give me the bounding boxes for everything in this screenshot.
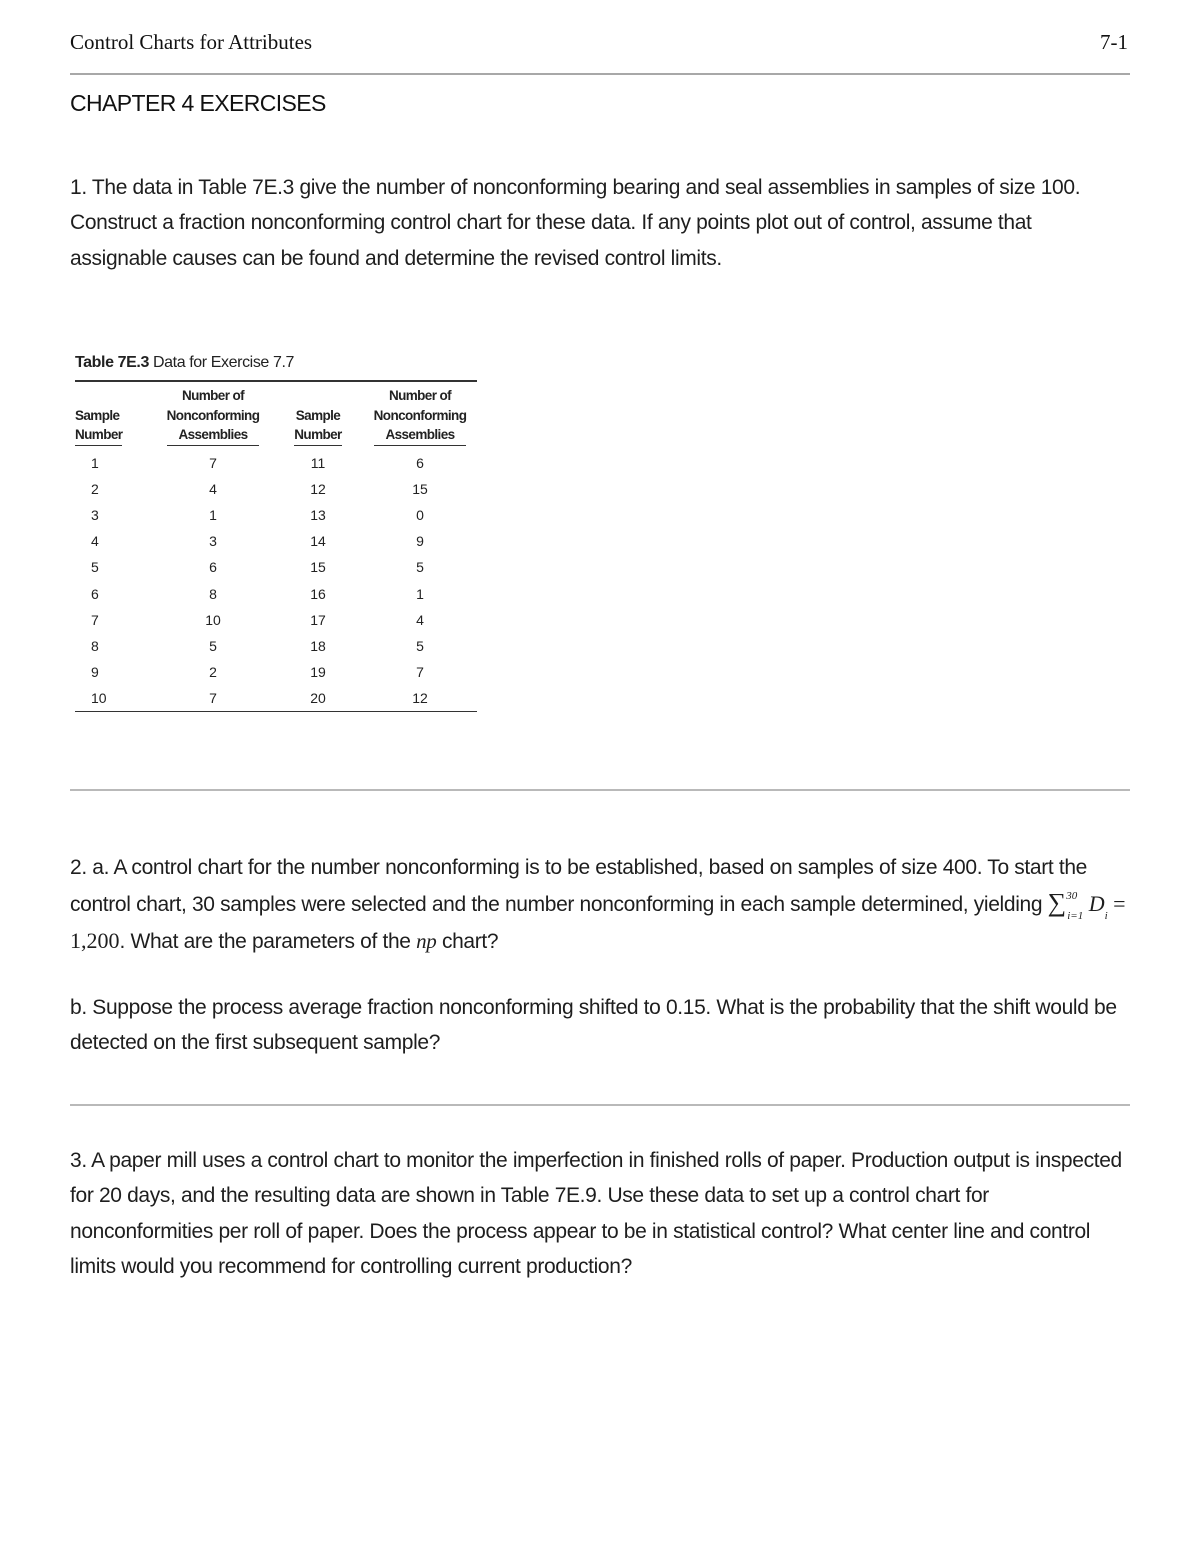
- cell-sample-number-2: 19: [310, 664, 326, 681]
- table-row: [75, 528, 477, 554]
- col-header-nonconforming: Number of Nonconforming Assemblies: [153, 381, 273, 448]
- running-header: [70, 30, 1130, 56]
- data-table: [75, 380, 477, 712]
- exercise-2b-text: b. Suppose the process average fraction nonconforming shifted to 0.15. What is the probability that the shift would be detected on the first subsequent sample?: [70, 996, 1117, 1055]
- table-row: [75, 554, 477, 580]
- exercise-2a-question: . What are the parameters of the: [119, 929, 411, 953]
- page-number: 7-1: [1100, 30, 1128, 54]
- cell-nonconforming: 1: [209, 506, 217, 523]
- cell-nonconforming: 5: [209, 637, 217, 654]
- cell-sample-number: 6: [91, 585, 99, 602]
- cell-nonconforming: 7: [209, 454, 217, 471]
- cell-nonconforming: 8: [209, 585, 217, 602]
- formula-equals: = 1,200: [70, 891, 1126, 953]
- table-row: [75, 685, 477, 712]
- cell-sample-number-2: 13: [310, 506, 326, 523]
- header-rule: [70, 73, 1130, 75]
- exercise-2a-lead: 2. a. A control chart for the number nonconforming is to be established, based on samples of size 400. To start the control chart, 30 samples were selected and the number nonconforming in each sample determined, yielding: [70, 856, 1087, 917]
- cell-nonconforming: 2: [209, 664, 217, 681]
- cell-sample-number: 3: [91, 506, 99, 523]
- cell-sample-number: 5: [91, 559, 99, 576]
- cell-nonconforming: 7: [209, 690, 217, 707]
- cell-sample-number: 4: [91, 533, 99, 550]
- cell-nonconforming-2: 5: [416, 559, 424, 576]
- table-caption-text: Data for Exercise 7.7: [153, 354, 295, 371]
- exercise-1-text: 1. The data in Table 7E.3 give the number of nonconforming bearing and seal assemblies in samples of size 100. Construct a fraction nonconforming control chart for these data. If any points plot out of control, assume that assignable causes can be found and determine the revised control limits.: [70, 176, 1081, 270]
- section-divider-2: [70, 1104, 1130, 1106]
- col-header-sample-number-2: Sample Number: [273, 381, 363, 448]
- cell-nonconforming-2: 1: [416, 585, 424, 602]
- sum-upper-limit: 30: [1066, 890, 1078, 903]
- cell-nonconforming-2: 6: [416, 454, 424, 471]
- table-caption: [75, 354, 294, 372]
- table-row: [75, 659, 477, 685]
- cell-sample-number-2: 17: [310, 611, 326, 628]
- table-header-row: [75, 381, 477, 448]
- sum-lower-limit: i=1: [1067, 910, 1084, 923]
- cell-sample-number-2: 11: [310, 454, 326, 471]
- cell-sample-number-2: 20: [310, 690, 326, 707]
- table-row: [75, 476, 477, 502]
- cell-nonconforming-2: 0: [416, 506, 424, 523]
- cell-nonconforming: 6: [209, 559, 217, 576]
- col-header-sample-number: Sample Number: [75, 381, 153, 448]
- cell-nonconforming: 10: [205, 611, 221, 628]
- formula-subscript: i: [1104, 910, 1108, 923]
- formula-variable: D: [1088, 891, 1105, 917]
- cell-sample-number: 8: [91, 637, 99, 654]
- cell-sample-number-2: 12: [310, 480, 326, 497]
- table-row: [75, 580, 477, 606]
- cell-nonconforming: 3: [209, 533, 217, 550]
- table-row: [75, 633, 477, 659]
- cell-nonconforming-2: 4: [416, 611, 424, 628]
- table-caption-label: Table 7E.3: [75, 354, 149, 371]
- cell-sample-number: 2: [91, 480, 99, 497]
- section-divider-1: [70, 789, 1130, 791]
- cell-nonconforming-2: 15: [412, 480, 428, 497]
- cell-nonconforming-2: 7: [416, 664, 424, 681]
- cell-sample-number-2: 18: [310, 637, 326, 654]
- header-title: Control Charts for Attributes: [70, 30, 313, 54]
- cell-sample-number-2: 16: [310, 585, 326, 602]
- exercise-2a-end: chart?: [441, 929, 499, 953]
- cell-nonconforming-2: 5: [416, 637, 424, 654]
- np-term: np: [416, 928, 437, 953]
- table-row: [75, 448, 477, 476]
- table-row: [75, 607, 477, 633]
- exercise-3-text: 3. A paper mill uses a control chart to monitor the imperfection in finished rolls of paper. Production output is inspected for 20 days, and the resulting data are shown in Table 7E.9. Use these data to set up a control chart for nonconformities per roll of paper. Does the process appear to be in statistical control? What center line and control limits would you recommend for controlling current production?: [70, 1149, 1122, 1278]
- col-header-nonconforming-2: Number of Nonconforming Assemblies: [363, 381, 477, 448]
- cell-sample-number: 1: [91, 454, 99, 471]
- cell-nonconforming-2: 9: [416, 533, 424, 550]
- sigma-symbol: ∑: [1047, 888, 1067, 918]
- cell-sample-number-2: 15: [310, 559, 326, 576]
- cell-sample-number: 9: [91, 664, 99, 681]
- cell-nonconforming: 4: [209, 480, 217, 497]
- table-row: [75, 502, 477, 528]
- chapter-title: CHAPTER 4 EXERCISES: [70, 90, 326, 116]
- cell-sample-number: 7: [91, 611, 99, 628]
- cell-nonconforming-2: 12: [412, 690, 428, 707]
- cell-sample-number: 10: [91, 690, 107, 707]
- exercise-2a-text: [70, 850, 1132, 959]
- cell-sample-number-2: 14: [310, 533, 326, 550]
